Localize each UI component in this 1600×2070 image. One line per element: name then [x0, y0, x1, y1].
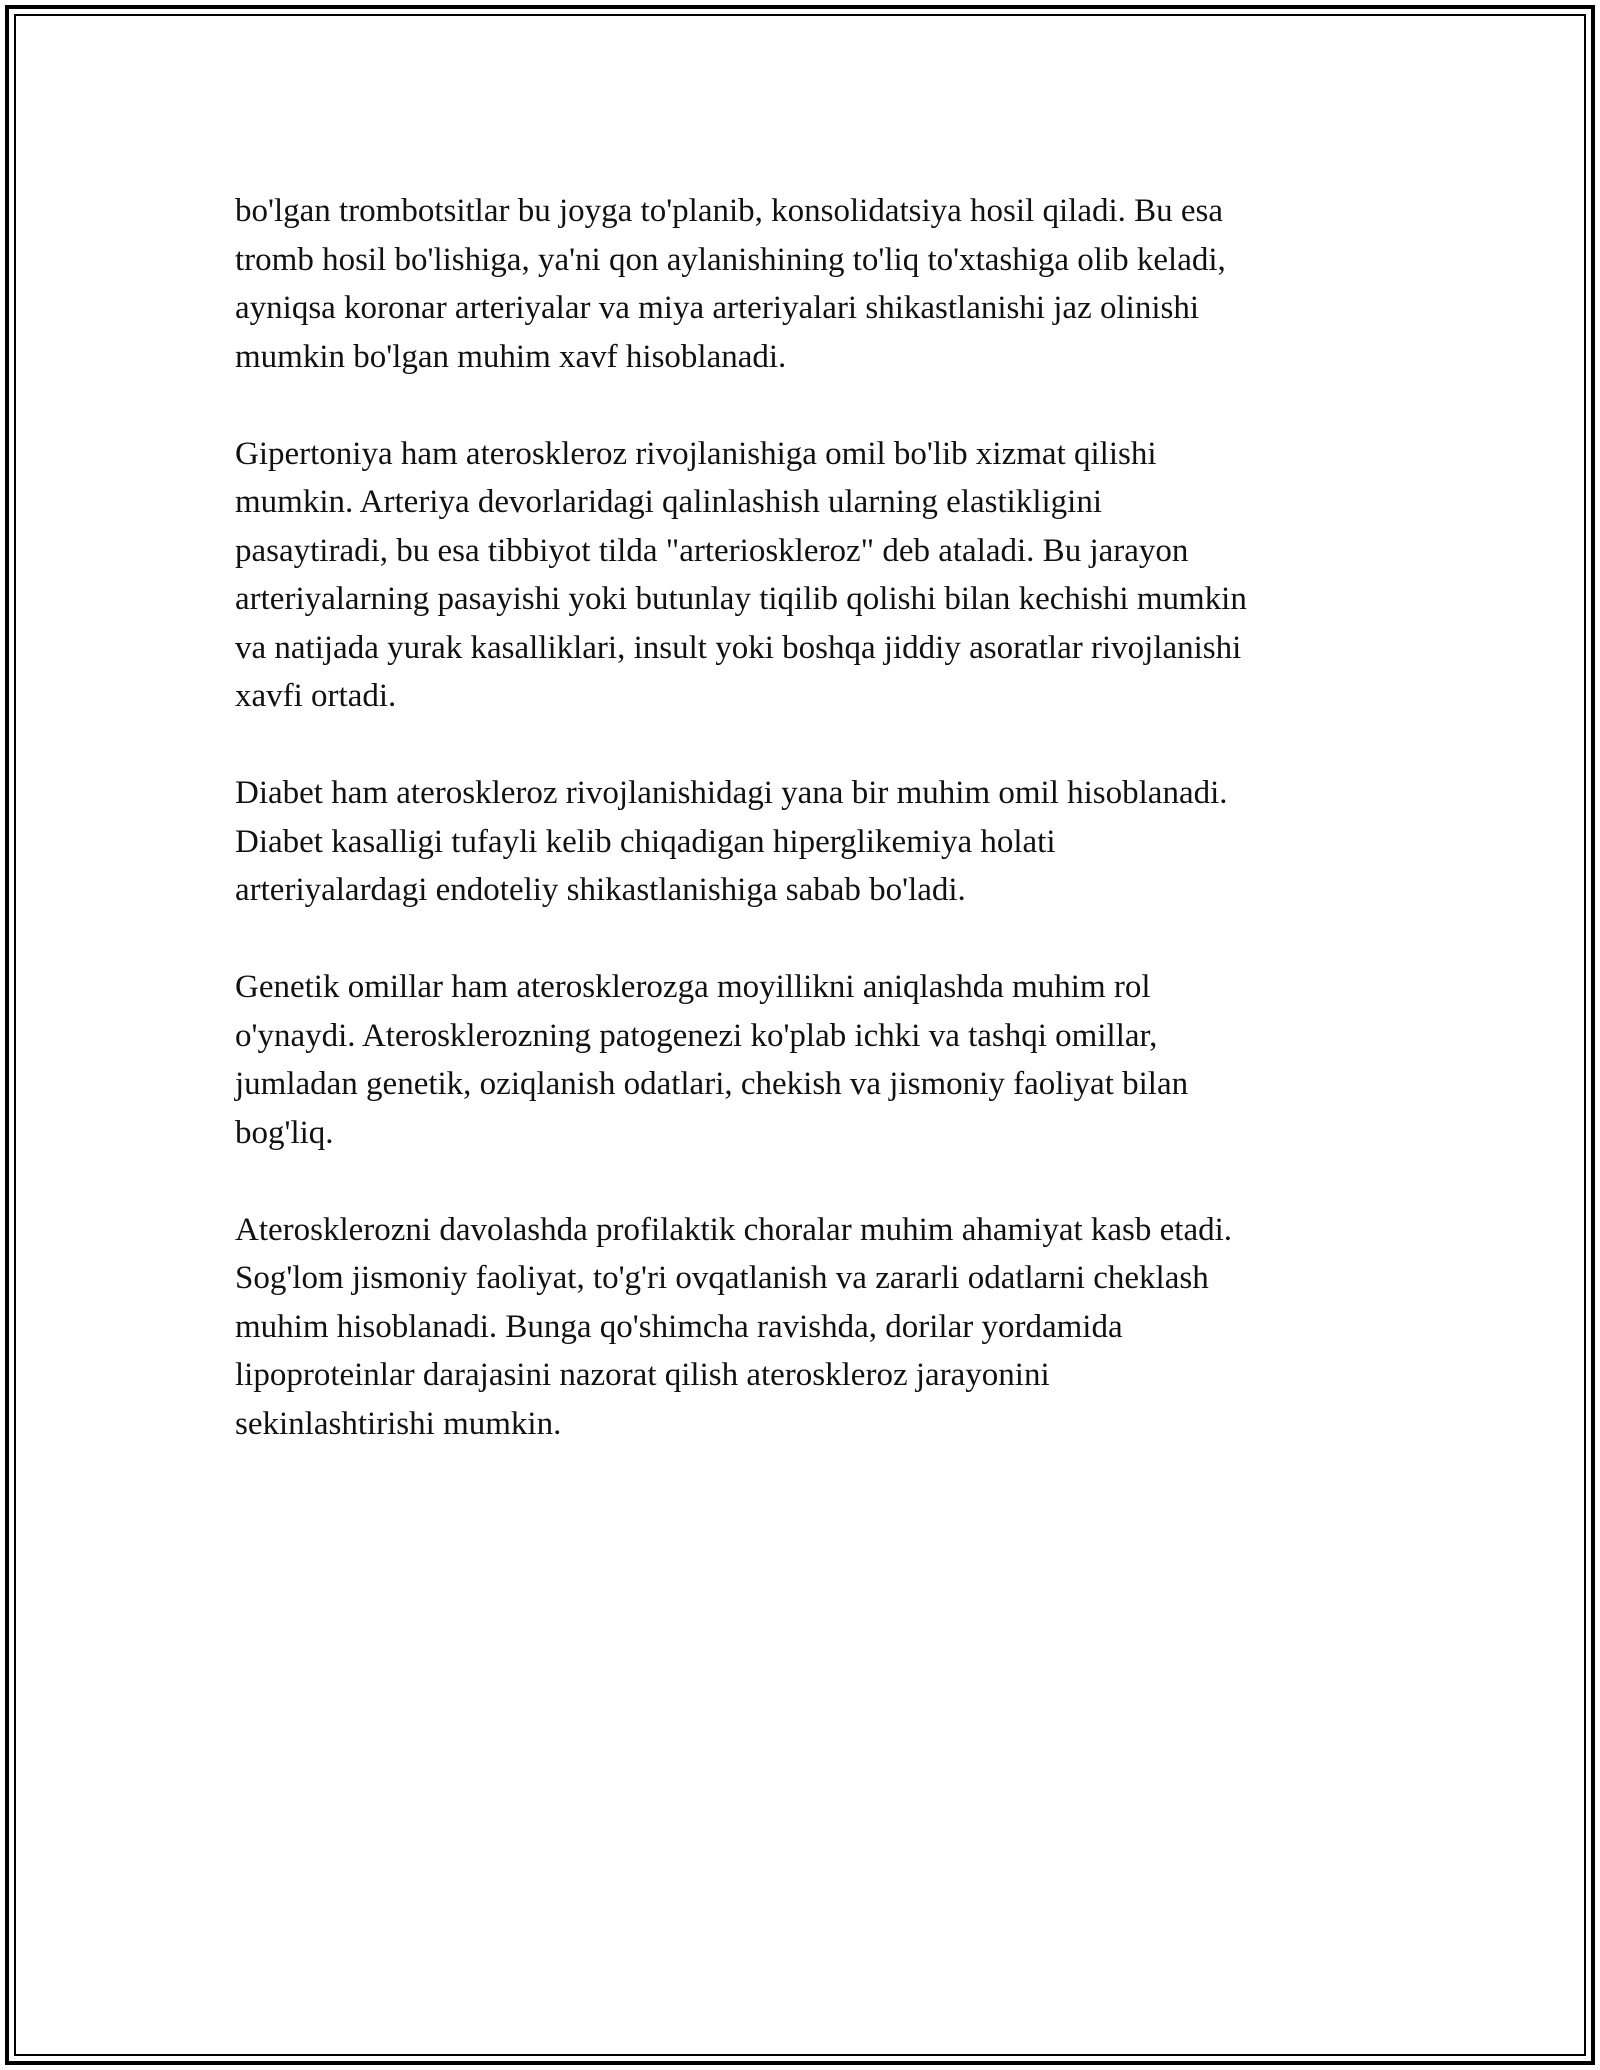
paragraph-diabetes: Diabet ham ateroskleroz rivojlanishidagi yana bir muhim omil hisoblanadi. Diabet kasalligi tufayli kelib chiqadigan hiperglikemiya holati arteriyalardagi endoteliy shikastlanishiga sabab bo'ladi. [235, 775, 1228, 908]
paragraph-thrombosis: bo'lgan trombotsitlar bu joyga to'planib, konsolidatsiya hosil qiladi. Bu esa tromb hosil bo'lishiga, ya'ni qon aylanishining to'liq to'xtashiga olib keladi, ayniqsa koronar arteriyalar va miya arteriyalari shikastlanishi jaz olinishi mumkin bo'lgan muhim xavf hisoblanadi. [235, 193, 1226, 375]
paragraph-hypertension: Gipertoniya ham ateroskleroz rivojlanishiga omil bo'lib xizmat qilishi mumkin. Arteriya devorlaridagi qalinlashish ularning elastikligini pasaytiradi, bu esa tibbiyot tilda "arterioskleroz" deb ataladi. Bu jarayon arteriyalarning pasayishi yoki butunlay tiqilib qolishi bilan kechishi mumkin va natijada yurak kasalliklari, insult yoki boshqa jiddiy asoratlar rivojlanishi xavfi ortadi. [235, 435, 1247, 714]
paragraph-prevention: Aterosklerozni davolashda profilaktik choralar muhim ahamiyat kasb etadi. Sog'lom jismoniy faoliyat, to'g'ri ovqatlanish va zararli odatlarni cheklash muhim hisoblanadi. Bunga qo'shimcha ravishda, dorilar yordamida lipoproteinlar darajasini nazorat qilish ateroskleroz jarayonini sekinlashtirishi mumkin. [235, 1211, 1233, 1442]
paragraph-genetics: Genetik omillar ham aterosklerozga moyillikni aniqlashda muhim rol o'ynaydi. Aterosklerozning patogenezi ko'plab ichki va tashqi omillar, jumladan genetik, oziqlanish odatlari, chekish va jismoniy faoliyat bilan bog'liq. [235, 969, 1189, 1151]
document-body [235, 187, 1375, 1497]
